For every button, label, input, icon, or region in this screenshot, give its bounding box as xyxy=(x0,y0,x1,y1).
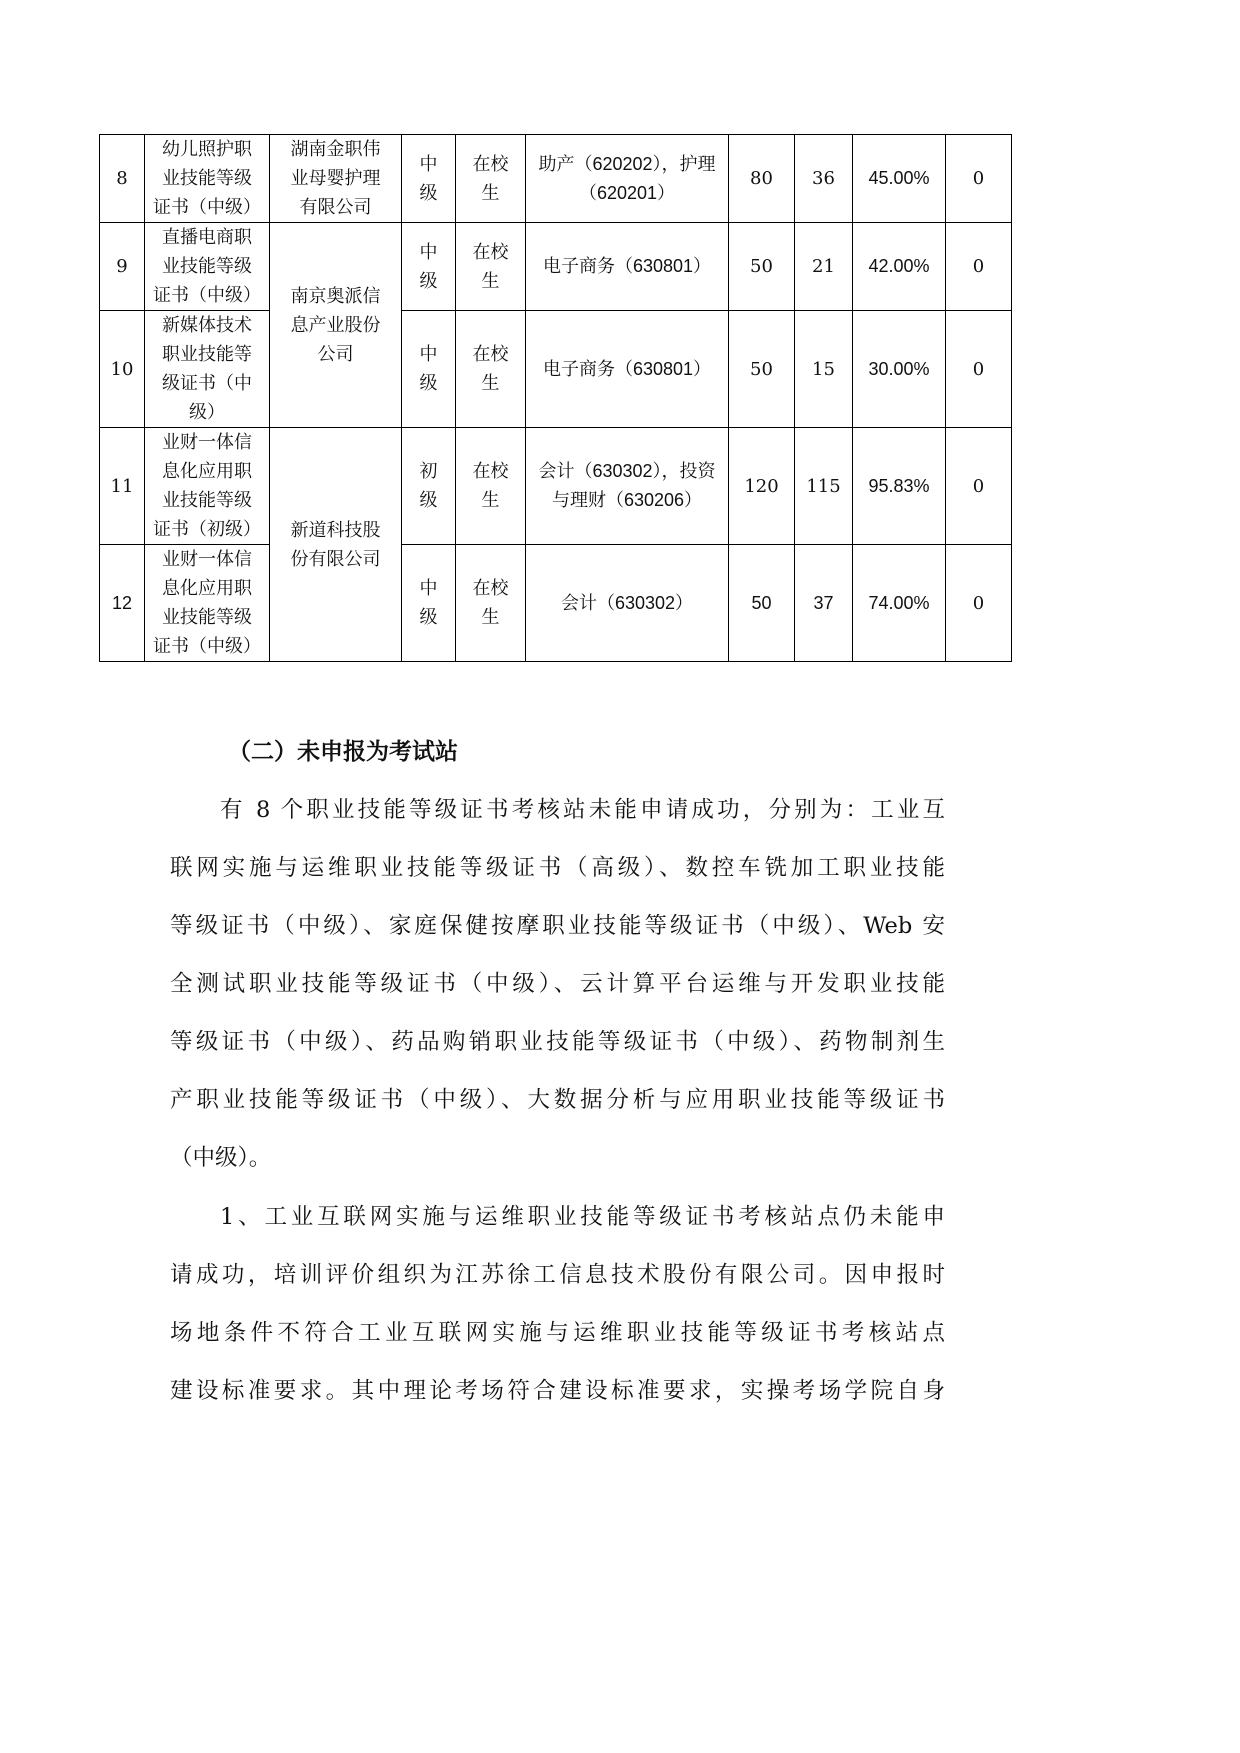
passed-count: 115 xyxy=(795,428,853,545)
pass-rate: 30.00% xyxy=(853,311,946,428)
pass-rate: 45.00% xyxy=(853,135,946,223)
extra-count: 0 xyxy=(946,545,1012,662)
candidate-type: 在校 生 xyxy=(456,223,526,311)
paragraph-line: 等级证书（中级）、家庭保健按摩职业技能等级证书（中级）、Web 安 xyxy=(170,913,945,939)
paragraph-line: 场地条件不符合工业互联网实施与运维职业技能等级证书考核站点 xyxy=(170,1320,945,1346)
certificate-name: 新媒体技术 职业技能等 级证书（中 级） xyxy=(145,311,270,428)
related-major: 会计（630302） xyxy=(526,545,729,662)
table-row xyxy=(100,428,1012,545)
certificate-table xyxy=(99,134,1012,662)
certificate-name: 直播电商职 业技能等级 证书（中级） xyxy=(145,223,270,311)
extra-count: 0 xyxy=(946,135,1012,223)
applicant-count: 120 xyxy=(729,428,795,545)
row-number: 10 xyxy=(100,311,145,428)
table-row xyxy=(100,223,1012,311)
applicant-count: 50 xyxy=(729,545,795,662)
row-number: 9 xyxy=(100,223,145,311)
extra-count: 0 xyxy=(946,428,1012,545)
related-major: 电子商务（630801） xyxy=(526,311,729,428)
candidate-type: 在校 生 xyxy=(456,135,526,223)
cert-level: 初 级 xyxy=(402,428,456,545)
paragraph-line: 有 8 个职业技能等级证书考核站未能申请成功，分别为：工业互 xyxy=(220,797,945,823)
cert-level: 中 级 xyxy=(402,311,456,428)
passed-count: 36 xyxy=(795,135,853,223)
paragraph-line: 建设标准要求。其中理论考场符合建设标准要求，实操考场学院自身 xyxy=(170,1378,945,1404)
row-number: 12 xyxy=(100,545,145,662)
cert-level: 中 级 xyxy=(402,545,456,662)
pass-rate: 95.83% xyxy=(853,428,946,545)
pass-rate: 74.00% xyxy=(853,545,946,662)
applicant-count: 80 xyxy=(729,135,795,223)
paragraph-line: 联网实施与运维职业技能等级证书（高级）、数控车铣加工职业技能 xyxy=(170,855,945,881)
candidate-type: 在校 生 xyxy=(456,311,526,428)
paragraph-line: 全测试职业技能等级证书（中级）、云计算平台运维与开发职业技能 xyxy=(170,971,945,997)
passed-count: 15 xyxy=(795,311,853,428)
paragraph-line: 等级证书（中级）、药品购销职业技能等级证书（中级）、药物制剂生 xyxy=(170,1029,945,1055)
cert-level: 中 级 xyxy=(402,223,456,311)
applicant-count: 50 xyxy=(729,223,795,311)
training-organization: 新道科技股 份有限公司 xyxy=(270,428,402,662)
paragraph-line: 1、工业互联网实施与运维职业技能等级证书考核站点仍未能申 xyxy=(220,1204,945,1230)
training-organization: 南京奥派信 息产业股份 公司 xyxy=(270,223,402,428)
paragraph-line: 产职业技能等级证书（中级）、大数据分析与应用职业技能等级证书 xyxy=(170,1087,945,1113)
related-major: 电子商务（630801） xyxy=(526,223,729,311)
paragraph-unsuccessful-stations xyxy=(170,792,945,1198)
paragraph-line: （中级）。 xyxy=(170,1145,272,1171)
extra-count: 0 xyxy=(946,223,1012,311)
candidate-type: 在校 生 xyxy=(456,545,526,662)
certificate-name: 业财一体信 息化应用职 业技能等级 证书（中级） xyxy=(145,545,270,662)
training-organization: 湖南金职伟 业母婴护理 有限公司 xyxy=(270,135,402,223)
related-major: 助产（620202），护理 （620201） xyxy=(526,135,729,223)
paragraph-line: 请成功，培训评价组织为江苏徐工信息技术股份有限公司。因申报时 xyxy=(170,1262,945,1288)
passed-count: 37 xyxy=(795,545,853,662)
cert-level: 中 级 xyxy=(402,135,456,223)
table-row xyxy=(100,311,1012,428)
extra-count: 0 xyxy=(946,311,1012,428)
pass-rate: 42.00% xyxy=(853,223,946,311)
applicant-count: 50 xyxy=(729,311,795,428)
candidate-type: 在校 生 xyxy=(456,428,526,545)
table-row xyxy=(100,545,1012,662)
certificate-name: 幼儿照护职 业技能等级 证书（中级） xyxy=(145,135,270,223)
row-number: 11 xyxy=(100,428,145,545)
paragraph-item-1 xyxy=(170,1199,945,1431)
related-major: 会计（630302），投资 与理财（630206） xyxy=(526,428,729,545)
certificate-name: 业财一体信 息化应用职 业技能等级 证书（初级） xyxy=(145,428,270,545)
table-row xyxy=(100,135,1012,223)
section-heading: （二）未申报为考试站 xyxy=(228,739,458,765)
row-number: 8 xyxy=(100,135,145,223)
passed-count: 21 xyxy=(795,223,853,311)
